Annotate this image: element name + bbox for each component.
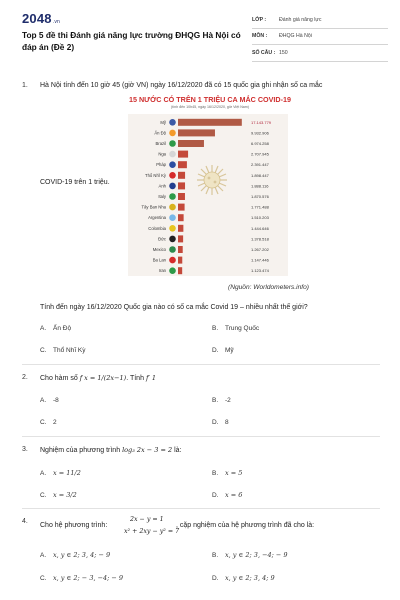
- meta-key: LỚP :: [252, 16, 267, 23]
- option-text: x, y ∈ 2; 3, 4; 9: [225, 574, 275, 582]
- option-letter: C.: [40, 419, 47, 426]
- answer-option-b[interactable]: [212, 551, 288, 559]
- chart-category-label: Mỹ: [160, 119, 166, 125]
- option-letter: C.: [40, 347, 47, 354]
- chart-value-label: 1.444.646: [251, 225, 269, 231]
- chart-bar: [178, 172, 185, 179]
- site-logo[interactable]: [22, 11, 60, 26]
- chart-category-label: Ấn Độ: [154, 130, 166, 136]
- meta-value: Đánh giá năng lực: [279, 16, 322, 23]
- chart-bar: [178, 140, 204, 147]
- country-flag-icon: [169, 257, 176, 264]
- function-expression: f x = 1/(2x−1): [79, 374, 127, 382]
- logo-text: 2048: [22, 11, 52, 26]
- chart-value-label: 1.510.203: [251, 215, 269, 221]
- option-text: x, y ∈ 2; − 3, −4; − 9: [53, 574, 124, 582]
- option-letter: C.: [40, 575, 47, 582]
- option-text: x = 3/2: [53, 491, 77, 499]
- document-title: Top 5 đề thi Đánh giá năng lực trường ĐHQG Hà Nội có đáp án (Đề 2): [22, 30, 241, 52]
- country-flag-icon: [169, 214, 176, 221]
- question-1-text: Tính đến ngày 16/12/2020 Quốc gia nào có số ca mắc Covid 19 – nhiều nhất thế giới?: [40, 304, 308, 311]
- chart-category-label: Anh: [158, 183, 166, 189]
- option-text: x = 5: [225, 469, 243, 477]
- chart-category-label: Nga: [158, 151, 166, 157]
- option-text: Thổ Nhĩ Kỳ: [53, 347, 86, 354]
- chart-value-label: 1.888.116: [251, 183, 269, 189]
- chart-value-label: 6.974.258: [251, 141, 269, 146]
- option-text: Ấn Độ: [53, 325, 72, 332]
- option-letter: D.: [212, 492, 219, 499]
- logo-tld: .vn: [52, 19, 61, 25]
- derivative-expression: f′ 1: [145, 374, 157, 382]
- chart-category-label: Pháp: [156, 162, 166, 168]
- option-text: x, y ∈ 2; 3, −4; − 9: [225, 551, 288, 559]
- chart-value-label: 1.771.488: [251, 204, 269, 210]
- chart-category-label: Đức: [158, 236, 166, 242]
- question-divider: [22, 508, 380, 509]
- chart-bar: [178, 182, 185, 189]
- chart-bar: [178, 119, 242, 126]
- chart-bar: [178, 214, 184, 221]
- chart-value-label: 2.707.945: [251, 151, 269, 157]
- country-flag-icon: [169, 119, 176, 126]
- answer-option-c[interactable]: [40, 419, 57, 426]
- meta-row-class: [252, 12, 388, 29]
- question-number: 1.: [22, 82, 28, 89]
- option-letter: D.: [212, 419, 219, 426]
- equation-1: 2x − y = 1: [130, 516, 164, 523]
- country-flag-icon: [169, 246, 176, 253]
- question-number: 4.: [22, 518, 28, 525]
- chart-value-label: 1.870.576: [251, 194, 269, 199]
- chart-bar: [178, 257, 182, 264]
- country-flag-icon: [169, 161, 176, 168]
- option-text: Mỹ: [225, 347, 234, 354]
- country-flag-icon: [169, 151, 176, 158]
- answer-option-d[interactable]: [212, 347, 234, 354]
- question-4-tail: , cặp nghiệm của hệ phương trình đã cho là:: [176, 522, 315, 529]
- country-flag-icon: [169, 183, 176, 190]
- country-flag-icon: [169, 225, 176, 232]
- question-divider: [22, 436, 380, 437]
- option-letter: B.: [212, 552, 219, 559]
- answer-option-c[interactable]: [40, 491, 77, 499]
- chart-category-label: Thổ Nhĩ Kỳ: [145, 172, 166, 178]
- meta-value: 150: [279, 49, 288, 56]
- chart-category-label: Colombia: [148, 225, 166, 231]
- option-text: Trung Quốc: [225, 325, 260, 332]
- document-meta: [252, 12, 388, 62]
- meta-row-count: [252, 45, 388, 62]
- option-letter: C.: [40, 492, 47, 499]
- chart-value-label: 17.143.779: [251, 119, 272, 125]
- meta-key: SỐ CÂU :: [252, 49, 276, 56]
- country-flag-icon: [169, 193, 176, 200]
- option-letter: A.: [40, 552, 47, 559]
- option-letter: A.: [40, 470, 47, 477]
- chart-category-label: Ba Lan: [152, 257, 166, 263]
- equation-system: [124, 514, 179, 538]
- meta-key: MÔN :: [252, 33, 268, 40]
- chart-value-label: 9.932.906: [251, 130, 269, 136]
- question-4-lead: Cho hệ phương trình:: [40, 522, 108, 529]
- chart-category-label: Argentina: [148, 215, 166, 221]
- option-text: -8: [53, 397, 59, 404]
- question-3-text: [40, 446, 385, 454]
- option-text: 2: [53, 419, 57, 426]
- country-flag-icon: [169, 204, 176, 211]
- chart-category-label: Brazil: [155, 141, 166, 146]
- question-1-intro: Hà Nội tính đến 10 giờ 45 (giờ VN) ngày 16/12/2020 đã có 15 quốc gia ghi nhận số ca mắc: [40, 82, 323, 89]
- answer-option-b[interactable]: [212, 397, 231, 404]
- option-text: x, y ∈ 2; 3, 4; − 9: [53, 551, 111, 559]
- country-flag-icon: [169, 267, 176, 274]
- answer-option-d[interactable]: [212, 491, 242, 499]
- chart-bar: [178, 193, 185, 200]
- option-letter: D.: [212, 575, 219, 582]
- answer-option-a[interactable]: [40, 551, 110, 559]
- chart-bar: [178, 267, 182, 274]
- chart-bar: [178, 225, 183, 232]
- chart-value-label: 1.123.474: [251, 268, 269, 274]
- meta-value: ĐHQG Hà Nội: [279, 33, 312, 40]
- virus-icon: [195, 163, 229, 197]
- chart-bar: [178, 246, 183, 253]
- country-flag-icon: [169, 236, 176, 243]
- chart-value-label: 1.267.202: [251, 247, 269, 252]
- answer-option-d[interactable]: [212, 419, 229, 426]
- chart-category-label: Tây Ban Nha: [141, 204, 166, 210]
- chart-bar: [178, 204, 185, 211]
- option-letter: A.: [40, 397, 47, 404]
- chart-value-label: 1.898.447: [251, 172, 269, 178]
- chart-category-label: Mexico: [152, 247, 166, 252]
- option-letter: B.: [212, 325, 219, 332]
- question-number: 3.: [22, 446, 28, 453]
- chart-category-label: Italy: [158, 194, 166, 199]
- answer-option-d[interactable]: [212, 574, 275, 582]
- document-header: [0, 0, 400, 62]
- option-text: -2: [225, 397, 231, 404]
- country-flag-icon: [169, 140, 176, 147]
- chart-subtitle: (tính đến 10h45, ngày 16/12/2020, giờ Việt Nam): [170, 105, 249, 109]
- chart-category-label: Iran: [158, 268, 166, 274]
- log-equation: log₃ 2x − 3 = 2: [122, 446, 173, 454]
- answer-option-a[interactable]: [40, 469, 81, 477]
- meta-row-subject: [252, 29, 388, 46]
- equation-2: x² + 2xy − y² = 7: [124, 528, 180, 535]
- answer-option-a[interactable]: [40, 397, 59, 404]
- question-divider: [22, 364, 380, 365]
- option-text: 8: [225, 419, 229, 426]
- chart-bar: [178, 151, 188, 158]
- chart-value-label: 2.391.447: [251, 162, 269, 168]
- option-letter: D.: [212, 347, 219, 354]
- option-text: x = 11/2: [53, 469, 81, 477]
- chart-title: 15 NƯỚC CÓ TRÊN 1 TRIỆU CA MẮC COVID-19: [129, 95, 291, 104]
- answer-option-a[interactable]: [40, 325, 71, 332]
- option-letter: B.: [212, 470, 219, 477]
- chart-value-label: 1.378.518: [251, 236, 269, 242]
- question-3-tail: là:: [174, 447, 182, 454]
- option-letter: B.: [212, 397, 219, 404]
- option-letter: A.: [40, 325, 47, 332]
- answer-option-c[interactable]: [40, 574, 123, 582]
- answer-option-b[interactable]: [212, 469, 242, 477]
- answer-option-c[interactable]: [40, 347, 86, 354]
- question-2-lead: Cho hàm số: [40, 375, 78, 382]
- chart-bar: [178, 161, 187, 168]
- answer-option-b[interactable]: [212, 325, 259, 332]
- question-3-lead: Nghiệm của phương trình: [40, 447, 121, 454]
- country-flag-icon: [169, 172, 176, 179]
- chart-bar: [178, 235, 183, 242]
- chart-source: (Nguồn: Worldometers.info): [228, 284, 309, 291]
- question-number: 2.: [22, 374, 28, 381]
- question-2-mid: . Tính: [126, 375, 144, 382]
- chart-bar: [178, 129, 215, 136]
- option-text: x = 6: [225, 491, 243, 499]
- country-flag-icon: [169, 130, 176, 137]
- question-1-side-text: COVID-19 trên 1 triệu.: [40, 179, 110, 186]
- chart-value-label: 1.147.446: [251, 257, 269, 263]
- question-2-text: [40, 374, 385, 382]
